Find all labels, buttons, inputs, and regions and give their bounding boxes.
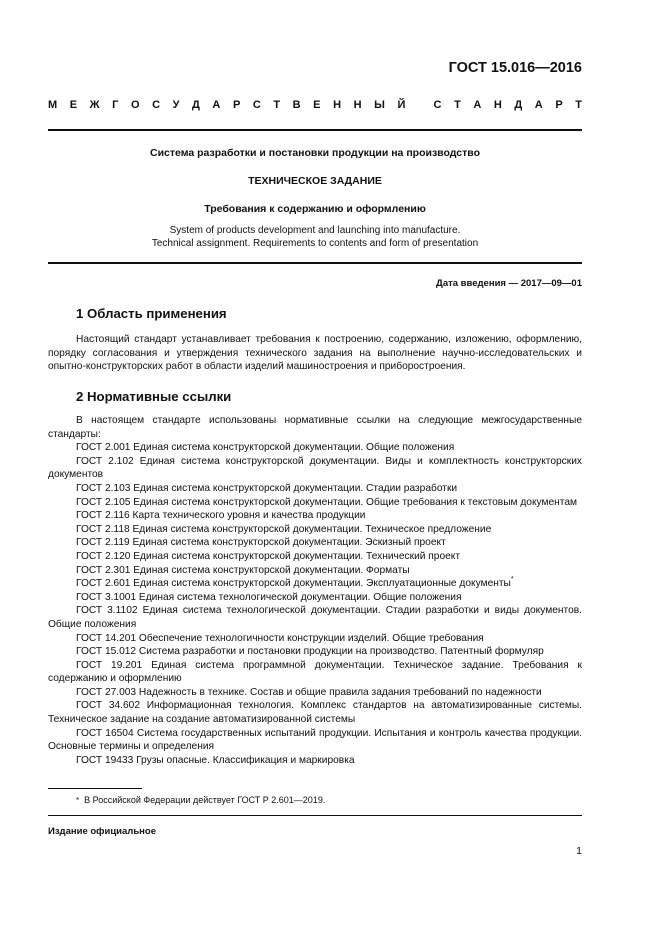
reference-item: [48, 496, 582, 510]
normative-references-list: [48, 441, 582, 767]
standard-series-title: Система разработки и постановки продукции на производство: [150, 147, 480, 159]
banner-letter: С: [252, 99, 261, 111]
banner-letter: Г: [112, 99, 119, 111]
reference-item: [48, 659, 582, 686]
document-number: ГОСТ 15.016—2016: [448, 60, 582, 76]
reference-text: ГОСТ 2.301 Единая система конструкторской документации. Форматы: [76, 564, 410, 576]
references-intro: В настоящем стандарте использованы нормативные ссылки на следующие межгосударственные стандарты:: [48, 415, 582, 440]
footnote-reference-mark: *: [510, 576, 514, 584]
reference-text: ГОСТ 2.119 Единая система конструкторской документации. Эскизный проект: [76, 537, 446, 549]
reference-text: ГОСТ 2.120 Единая система конструкторской документации. Технический проект: [76, 550, 461, 562]
footer-divider: [48, 815, 582, 816]
reference-text: ГОСТ 2.105 Единая система конструкторской документации. Общие требования к текстовым документам: [76, 496, 578, 508]
banner-letter: Н: [353, 99, 362, 111]
reference-item: [48, 727, 582, 754]
reference-item: [48, 441, 582, 455]
reference-text: ГОСТ 27.003 Надежность в технике. Состав и общие правила задания требований по надежности: [76, 686, 542, 698]
reference-text: ГОСТ 3.1102 Единая система технологической документации. Стадии разработки и виды документов. Общие положения: [48, 605, 582, 630]
reference-text: ГОСТ 3.1001 Единая система технологической документации. Общие положения: [76, 591, 462, 603]
reference-text: ГОСТ 2.103 Единая система конструкторской документации. Стадии разработки: [76, 482, 458, 494]
banner-letter: Е: [313, 99, 321, 111]
reference-text: ГОСТ 2.601 Единая система конструкторской документации. Эксплуатационные документы: [76, 578, 511, 590]
banner-letter: Т: [575, 99, 582, 111]
footnote: [76, 795, 325, 805]
reference-item: [48, 536, 582, 550]
banner-letter: Н: [493, 99, 502, 111]
banner-letter: Т: [273, 99, 281, 111]
scope-paragraph: Настоящий стандарт устанавливает требования к построению, содержанию, изложению, оформлению, порядку согласования и утверждения технического задания на выполнение научно-исследовательских и опытно-конструкторских работ в области изделий машиностроения и приборостроения.: [48, 334, 582, 373]
interstate-standard-banner: [48, 99, 582, 111]
reference-item: [48, 645, 582, 659]
reference-item: [48, 686, 582, 700]
banner-letter: В: [292, 99, 301, 111]
page-number: 1: [576, 845, 582, 857]
reference-item: [48, 604, 582, 631]
banner-letter: Н: [333, 99, 342, 111]
banner-letter: Р: [232, 99, 241, 111]
reference-text: ГОСТ 19433 Грузы опасные. Классификация и маркировка: [76, 754, 355, 766]
standard-subtitle: Требования к содержанию и оформлению: [204, 203, 426, 215]
reference-item: [48, 591, 582, 605]
reference-text: ГОСТ 2.102 Единая система конструкторской документации. Виды и комплектность конструкторских документов: [48, 455, 582, 481]
reference-item: [48, 699, 582, 726]
reference-text: ГОСТ 34.602 Информационная технология. Комплекс стандартов на автоматизированные системы. Техническое задание на создание автоматизированной системы: [48, 700, 582, 726]
banner-letter: М: [48, 99, 58, 111]
standard-title: ТЕХНИЧЕСКОЕ ЗАДАНИЕ: [248, 175, 382, 187]
banner-letter: Р: [555, 99, 563, 111]
section-2-body: [48, 414, 582, 767]
reference-text: ГОСТ 2.001 Единая система конструкторской документации. Общие положения: [76, 442, 455, 454]
reference-item: [48, 455, 582, 482]
reference-item: [48, 564, 582, 578]
banner-letter: А: [212, 99, 221, 111]
reference-item: [48, 509, 582, 523]
reference-text: ГОСТ 14.201 Обеспечение технологичности конструкции изделий. Общие требования: [76, 632, 484, 644]
reference-item: [48, 754, 582, 768]
reference-item: [48, 482, 582, 496]
footnote-mark: *: [76, 796, 80, 805]
banner-letter: Ы: [374, 99, 385, 111]
introduction-date: Дата введения — 2017—09—01: [436, 278, 582, 289]
banner-letter: Ж: [89, 99, 100, 111]
banner-letter: С: [433, 99, 442, 111]
footnote-text: В Российской Федерации действует ГОСТ Р 2.601—2019.: [84, 795, 326, 805]
banner-word-gap: [418, 99, 421, 111]
english-title-line-2: Technical assignment. Requirements to contents and form of presentation: [151, 238, 479, 249]
banner-letter: Д: [192, 99, 200, 111]
reference-text: ГОСТ 19.201 Единая система программной документации. Техническое задание. Требования к содержанию и оформлению: [48, 659, 582, 685]
reference-item: [48, 632, 582, 646]
footnote-divider: [48, 788, 142, 789]
banner-letter: Т: [454, 99, 461, 111]
section-2-heading: 2 Нормативные ссылки: [76, 389, 232, 404]
reference-text: ГОСТ 15.012 Система разработки и постановки продукции на производство. Патентный формуляр: [76, 646, 544, 658]
reference-text: ГОСТ 16504 Система государственных испытаний продукции. Испытания и контроль качества продукции. Основные термины и определения: [48, 727, 582, 753]
reference-text: ГОСТ 2.118 Единая система конструкторской документации. Техническое предложение: [76, 523, 492, 535]
reference-text: ГОСТ 2.116 Карта технического уровня и качества продукции: [76, 510, 366, 522]
banner-letter: А: [473, 99, 482, 111]
reference-item: [48, 577, 582, 591]
banner-letter: А: [534, 99, 543, 111]
banner-letter: У: [172, 99, 180, 111]
official-edition-label: Издание официальное: [48, 826, 156, 837]
english-title-line-1: System of products development and launching into manufacture.: [169, 225, 461, 236]
section-1-heading: 1 Область применения: [76, 306, 227, 321]
reference-item: [48, 550, 582, 564]
banner-letter: С: [152, 99, 161, 111]
banner-letter: Е: [69, 99, 78, 111]
banner-letter: О: [130, 99, 140, 111]
banner-letter: Д: [514, 99, 523, 111]
header-divider: [48, 129, 582, 131]
section-1-body: [48, 333, 582, 374]
title-divider: [48, 262, 582, 264]
reference-item: [48, 523, 582, 537]
banner-letter: Й: [397, 99, 406, 111]
